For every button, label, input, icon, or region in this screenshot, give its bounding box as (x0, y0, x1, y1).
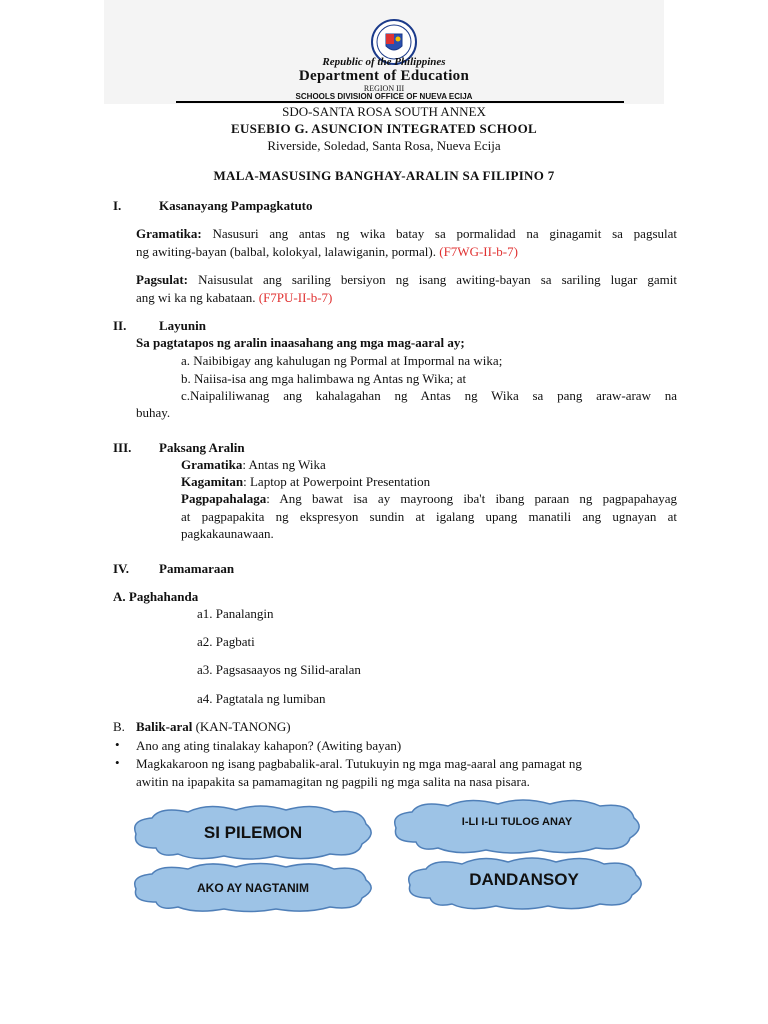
bullet-dot: • (115, 755, 120, 770)
school-annex: SDO-SANTA ROSA SOUTH ANNEX (282, 104, 486, 119)
cloud-label: DANDANSOY (469, 870, 579, 889)
section4-number: IV. (113, 561, 130, 576)
balik-aral-label: Balik-aral (136, 719, 193, 734)
department-line: Department of Education (298, 68, 470, 84)
gramatika-line1 (136, 225, 677, 243)
pagpapahalaga-label: Pagpapahalaga (181, 491, 267, 506)
pagsulat-label: Pagsulat: (136, 272, 188, 287)
objective-c-line2: buhay. (136, 405, 171, 420)
pagpapahalaga-line2: at pagpapakita ng ekspresyon sundin at igalang upang manatili ang ugnayan at (181, 509, 677, 524)
pagsulat-text2: ang wi ka ng kabataan. (136, 290, 256, 305)
paksa-kagamitan-value: : Laptop at Powerpoint Presentation (243, 474, 431, 489)
division-line: SCHOOLS DIVISION OFFICE OF NUEVA ECIJA (295, 92, 473, 101)
bullet1-text: Ano ang ating tinalakay kahapon? (Awiting bayan) (136, 738, 402, 753)
bullet2-line2: awitin na ipapakita sa pamamagitan ng pagpili ng mga salita na nasa pisara. (136, 774, 530, 789)
school-name: EUSEBIO G. ASUNCION INTEGRATED SCHOOL (231, 121, 537, 136)
cloud-song-option[interactable] (126, 862, 380, 914)
pagsulat-code: (F7PU-II-b-7) (258, 290, 333, 305)
bullet-dot: • (115, 737, 120, 752)
section1-heading: Kasanayang Pampagkatuto (159, 198, 313, 213)
paksa-gramatika (181, 456, 326, 474)
objective-c-line1: c.Naipaliliwanag ang kahalagahan ng Antas ng Wika sa pang araw-araw na (181, 388, 677, 403)
lesson-title: MALA-MASUSING BANGHAY-ARALIN SA FILIPINO 7 (213, 168, 555, 183)
paksa-gramatika-label: Gramatika (181, 457, 243, 472)
gramatika-text1: Nasusuri ang antas ng wika batay sa pormalidad na ginagamit sa pagsulat (212, 226, 677, 241)
bullet2-line1: Magkakaroon ng isang pagbabalik-aral. Tutukuyin ng mga mag-aaral ang pamagat ng (136, 756, 582, 771)
balik-aral-sub: (KAN-TANONG) (192, 719, 291, 734)
pagsulat-text1: Naisusulat ang sariling bersiyon ng isang awiting-bayan sa sariling lugar gamit (198, 272, 678, 287)
cloud-song-option[interactable] (126, 804, 380, 862)
paghahanda-heading: A. Paghahanda (113, 589, 199, 604)
gramatika-line2 (136, 243, 518, 261)
objectives-intro: Sa pagtatapos ng aralin inaasahang ang mga mag-aaral ay; (136, 335, 465, 350)
section2-number: II. (113, 318, 127, 333)
paghahanda-item: a2. Pagbati (197, 634, 255, 649)
region-line: REGION III (363, 84, 405, 93)
objective-b: b. Naiisa-isa ang mga halimbawa ng Antas ng Wika; at (181, 371, 467, 386)
paghahanda-item: a4. Pagtatala ng lumiban (197, 691, 326, 706)
school-address: Riverside, Soledad, Santa Rosa, Nueva Ecija (267, 138, 501, 153)
cloud-label: I-LI I-LI TULOG ANAY (461, 816, 573, 828)
section1-number: I. (113, 198, 122, 213)
balik-aral-heading (136, 718, 291, 736)
paksa-kagamitan (181, 473, 430, 491)
pagsulat-line1 (136, 271, 677, 289)
paksa-kagamitan-label: Kagamitan (181, 474, 244, 489)
paksa-gramatika-value: : Antas ng Wika (242, 457, 326, 472)
section4-heading: Pamamaraan (159, 561, 235, 576)
section3-heading: Paksang Aralin (159, 440, 245, 455)
cloud-song-option[interactable] (386, 798, 648, 856)
paghahanda-item: a3. Pagsasaayos ng Silid-aralan (197, 662, 361, 677)
cloud-label: AKO AY NAGTANIM (196, 881, 309, 895)
section2-heading: Layunin (159, 318, 206, 333)
pagpapahalaga-text1: : Ang bawat isa ay mayroong iba't ibang paraan ng pagpapahayag (266, 491, 677, 506)
cloud-label: SI PILEMON (203, 823, 303, 842)
gramatika-code: (F7WG-II-b-7) (439, 244, 518, 259)
cloud-song-option[interactable] (400, 856, 648, 912)
section3-number: III. (113, 440, 132, 455)
pagpapahalaga-line1 (181, 490, 677, 508)
paghahanda-item: a1. Panalangin (197, 606, 274, 621)
pagsulat-line2 (136, 289, 332, 307)
balik-aral-letter: B. (113, 719, 125, 734)
republic-line: Republic of the Philippines (322, 56, 446, 68)
pagpapahalaga-line3: pagkakaunawaan. (181, 526, 274, 541)
gramatika-text2: ng awiting-bayan (balbal, kolokyal, lalawiganin, pormal). (136, 244, 436, 259)
objective-a: a. Naibibigay ang kahulugan ng Pormal at Impormal na wika; (181, 353, 503, 368)
header-divider (176, 101, 624, 103)
gramatika-label: Gramatika: (136, 226, 202, 241)
